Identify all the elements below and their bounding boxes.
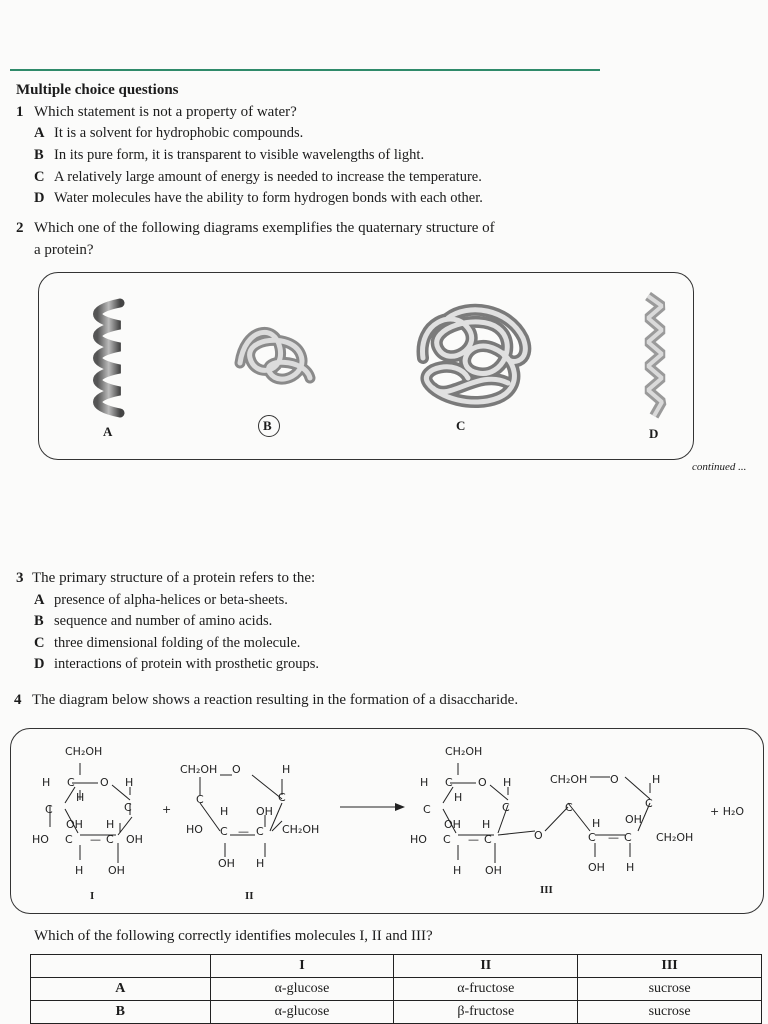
beta-sheet-illustration[interactable] [640,292,670,420]
svg-text:C: C [124,801,132,814]
table-cell: α-glucose [210,978,394,1001]
alpha-helix-illustration[interactable] [80,295,140,420]
table-cell: B [31,1001,211,1024]
option-letter: B [34,147,44,163]
water-product: + H₂O [710,805,745,818]
svg-text:O: O [610,773,619,786]
svg-text:O: O [232,763,241,776]
molecule-label-ii: II [245,890,254,902]
svg-text:OH: OH [126,833,143,846]
option-letter: A [34,125,45,141]
option-letter: D [34,656,45,672]
option-1a[interactable] [34,125,303,142]
svg-text:OH: OH [625,813,642,826]
table-header-row [31,955,762,978]
svg-text:OH: OH [108,864,125,877]
question-text: The diagram below shows a reaction resulting in the formation of a disaccharide. [32,692,519,708]
diagram-label-c: C [456,418,466,433]
option-letter: B [34,613,44,629]
svg-text:H: H [420,776,429,789]
option-1d[interactable] [34,190,483,207]
answer-table [30,954,762,1024]
svg-text:H: H [453,864,462,877]
svg-text:C: C [484,833,492,846]
option-1b[interactable] [34,147,424,164]
svg-text:H: H [220,805,229,818]
svg-text:H: H [75,864,84,877]
svg-text:C: C [502,801,510,814]
svg-text:C: C [565,801,573,814]
svg-text:C: C [645,797,653,810]
svg-text:OH: OH [66,818,83,831]
option-letter: A [34,592,45,608]
svg-text:C: C [106,833,114,846]
question-number: 2 [16,220,24,236]
svg-text:O: O [534,829,543,842]
table-row[interactable] [31,1001,762,1024]
option-3c[interactable] [34,635,300,652]
table-cell: sucrose [578,978,762,1001]
svg-text:C: C [256,825,264,838]
table-question: Which of the following correctly identifies molecules I, II and III? [34,928,433,944]
svg-text:H: H [76,791,85,804]
svg-text:C: C [220,825,228,838]
table-header: I [210,955,394,978]
svg-text:OH: OH [485,864,502,877]
svg-text:H: H [482,818,491,831]
option-text: It is a solvent for hydrophobic compounds. [54,125,304,141]
question-text: The primary structure of a protein refers to the: [32,570,316,586]
svg-text:H: H [454,791,463,804]
option-text: presence of alpha-helices or beta-sheets. [54,592,288,608]
option-text: sequence and number of amino acids. [54,613,273,629]
svg-text:H: H [503,776,512,789]
question-number: 4 [14,692,22,708]
question-2-continuation: a protein? [34,242,94,258]
option-text: A relatively large amount of energy is needed to increase the temperature. [54,169,482,185]
option-3a[interactable] [34,592,288,609]
table-row[interactable] [31,978,762,1001]
molecule-label-i: I [90,890,95,902]
svg-text:HO: HO [32,833,49,846]
svg-text:HO: HO [186,823,203,836]
svg-text:C: C [588,831,596,844]
svg-text:H: H [652,773,661,786]
question-number: 3 [16,570,24,586]
table-cell: α-glucose [210,1001,394,1024]
option-letter: C [34,169,45,185]
svg-text:CH₂OH: CH₂OH [656,831,694,844]
diagram-label-d: D [649,426,659,441]
svg-text:CH₂OH: CH₂OH [65,745,103,758]
svg-text:H: H [106,818,115,831]
svg-text:O: O [478,776,487,789]
svg-text:O: O [100,776,109,789]
option-letter: D [34,190,45,206]
svg-text:OH: OH [256,805,273,818]
table-cell: β-fructose [394,1001,578,1024]
svg-text:C: C [624,831,632,844]
molecule-label-iii: III [540,884,553,896]
svg-text:H: H [592,817,601,830]
svg-text:CH₂OH: CH₂OH [550,773,588,786]
svg-text:C: C [196,793,204,806]
svg-text:H: H [626,861,635,874]
option-3d[interactable] [34,656,319,673]
svg-text:H: H [42,776,51,789]
svg-text:—: — [238,825,249,838]
option-letter: C [34,635,45,651]
svg-text:C: C [67,776,75,789]
continued-note: continued ... [692,461,747,473]
question-text: Which statement is not a property of water? [34,104,297,120]
svg-text:+: + [162,803,172,816]
disaccharide-reaction-diagram [20,735,760,907]
svg-text:C: C [65,833,73,846]
svg-text:CH₂OH: CH₂OH [282,823,320,836]
option-text: three dimensional folding of the molecule. [54,635,301,651]
section-heading: Multiple choice questions [16,82,179,98]
question-2 [16,220,636,240]
option-text: Water molecules have the ability to form hydrogen bonds with each other. [54,190,483,206]
svg-text:HO: HO [410,833,427,846]
svg-text:OH: OH [588,861,605,874]
svg-text:—: — [90,833,101,846]
svg-text:C: C [423,803,431,816]
table-cell: sucrose [578,1001,762,1024]
svg-text:H: H [256,857,265,870]
table-header: II [394,955,578,978]
table-header: III [578,955,762,978]
option-text: In its pure form, it is transparent to visible wavelengths of light. [54,147,425,163]
quaternary-structure-illustration[interactable] [408,298,538,413]
svg-text:CH₂OH: CH₂OH [445,745,483,758]
table-cell: A [31,978,211,1001]
option-text: interactions of protein with prosthetic groups. [54,656,319,672]
svg-text:CH₂OH: CH₂OH [180,763,218,776]
svg-text:H: H [282,763,291,776]
diagram-label-a: A [103,424,113,439]
question-3 [16,570,616,590]
top-rule [10,69,600,71]
option-3b[interactable] [34,613,272,630]
svg-text:—: — [608,831,619,844]
table-header [31,955,211,978]
diagram-label-b: B [263,418,272,433]
question-number: 1 [16,104,24,120]
svg-text:H: H [125,776,134,789]
svg-text:OH: OH [218,857,235,870]
svg-text:C: C [278,791,286,804]
svg-text:C: C [45,803,53,816]
question-1 [16,104,616,124]
option-1c[interactable] [34,169,482,186]
svg-text:OH: OH [444,818,461,831]
svg-text:C: C [445,776,453,789]
question-4 [14,692,714,712]
tertiary-structure-illustration[interactable] [230,318,320,398]
svg-text:—: — [468,833,479,846]
table-cell: α-fructose [394,978,578,1001]
question-text: Which one of the following diagrams exemplifies the quaternary structure of [34,220,495,236]
svg-text:C: C [443,833,451,846]
